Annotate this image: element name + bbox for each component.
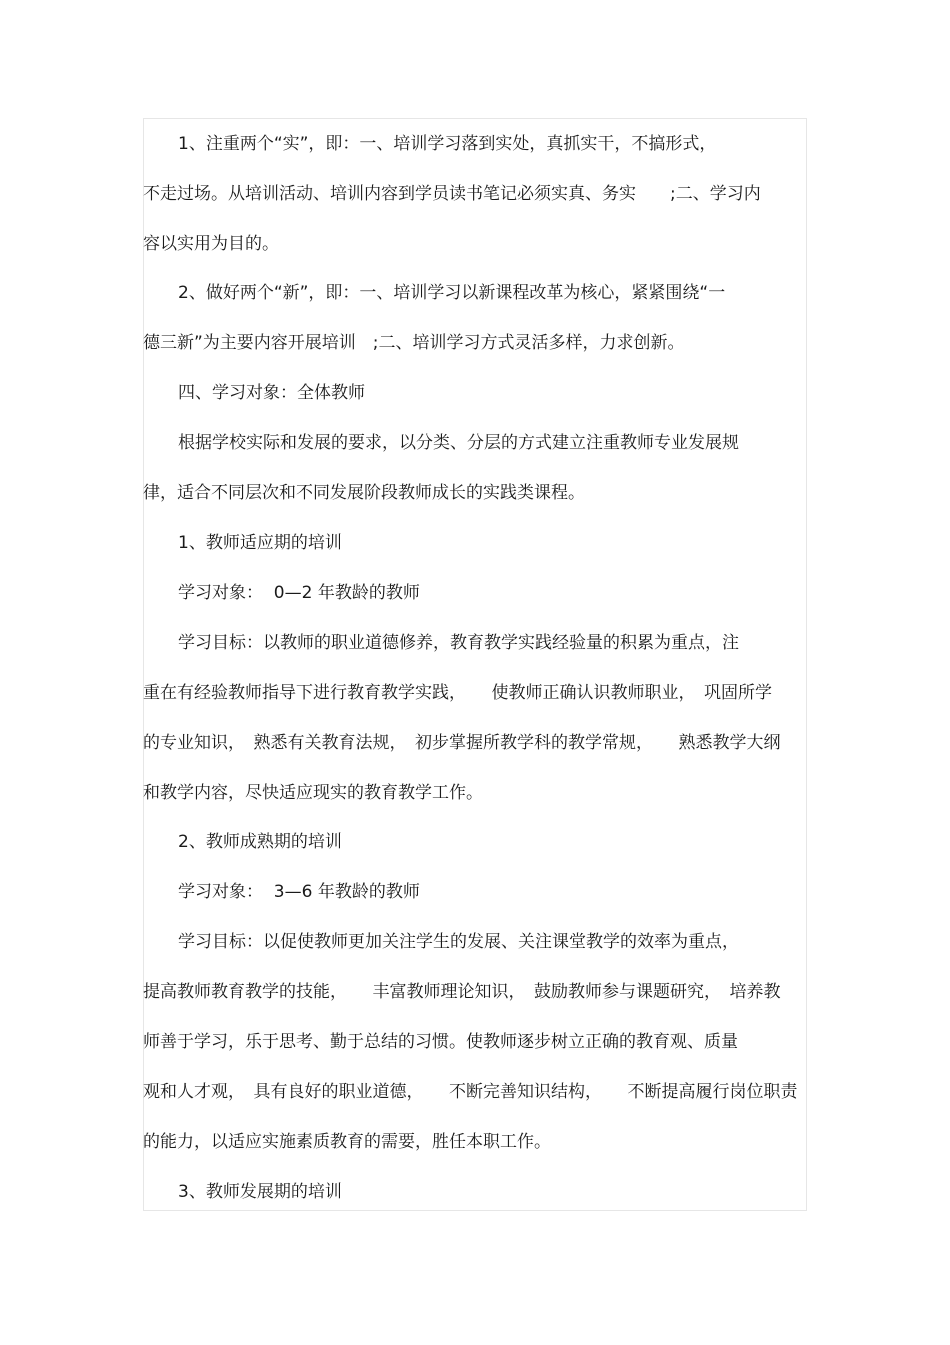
paragraph-line: 的能力，以适应实施素质教育的需要，胜任本职工作。 xyxy=(143,1132,551,1152)
paragraph-line: 2、做好两个“新”，即：一、培训学习以新课程改革为核心，紧紧围绕“一 xyxy=(178,283,726,303)
paragraph-line: 学习目标：以教师的职业道德修养，教育教学实践经验量的积累为重点，注 xyxy=(178,633,739,653)
paragraph-line: 重在有经验教师指导下进行教育教学实践， 使教师正确认识教师职业， 巩固所学 xyxy=(143,683,772,703)
section-heading: 四、学习对象：全体教师 xyxy=(178,383,365,403)
subsection-heading: 1、教师适应期的培训 xyxy=(178,533,342,553)
paragraph-line: 根据学校实际和发展的要求，以分类、分层的方式建立注重教师专业发展规 xyxy=(178,433,739,453)
paragraph-line: 提高教师教育教学的技能， 丰富教师理论知识， 鼓励教师参与课题研究， 培养教 xyxy=(143,982,781,1002)
paragraph-line: 观和人才观， 具有良好的职业道德， 不断完善知识结构， 不断提高履行岗位职责 xyxy=(143,1082,798,1102)
paragraph-line: 容以实用为目的。 xyxy=(143,234,279,254)
paragraph-line: 的专业知识， 熟悉有关教育法规， 初步掌握所教学科的教学常规， 熟悉教学大纲 xyxy=(143,733,781,753)
paragraph-line: 德三新”为主要内容开展培训 ;二、培训学习方式灵活多样，力求创新。 xyxy=(143,333,685,353)
paragraph-line: 和教学内容，尽快适应现实的教育教学工作。 xyxy=(143,783,483,803)
subsection-heading: 3、教师发展期的培训 xyxy=(178,1182,342,1202)
paragraph-line: 学习对象： 0—2 年教龄的教师 xyxy=(178,583,420,603)
paragraph-line: 学习目标：以促使教师更加关注学生的发展、关注课堂教学的效率为重点， xyxy=(178,932,739,952)
paragraph-line: 1、注重两个“实”，即：一、培训学习落到实处，真抓实干，不搞形式， xyxy=(178,134,717,154)
paragraph-line: 师善于学习，乐于思考、勤于总结的习惯。使教师逐步树立正确的教育观、质量 xyxy=(143,1032,738,1052)
paragraph-line: 学习对象： 3—6 年教龄的教师 xyxy=(178,882,420,902)
paragraph-line: 不走过场。从培训活动、培训内容到学员读书笔记必须实真、务实 ;二、学习内 xyxy=(143,184,761,204)
subsection-heading: 2、教师成熟期的培训 xyxy=(178,832,342,852)
paragraph-line: 律，适合不同层次和不同发展阶段教师成长的实践类课程。 xyxy=(143,483,585,503)
